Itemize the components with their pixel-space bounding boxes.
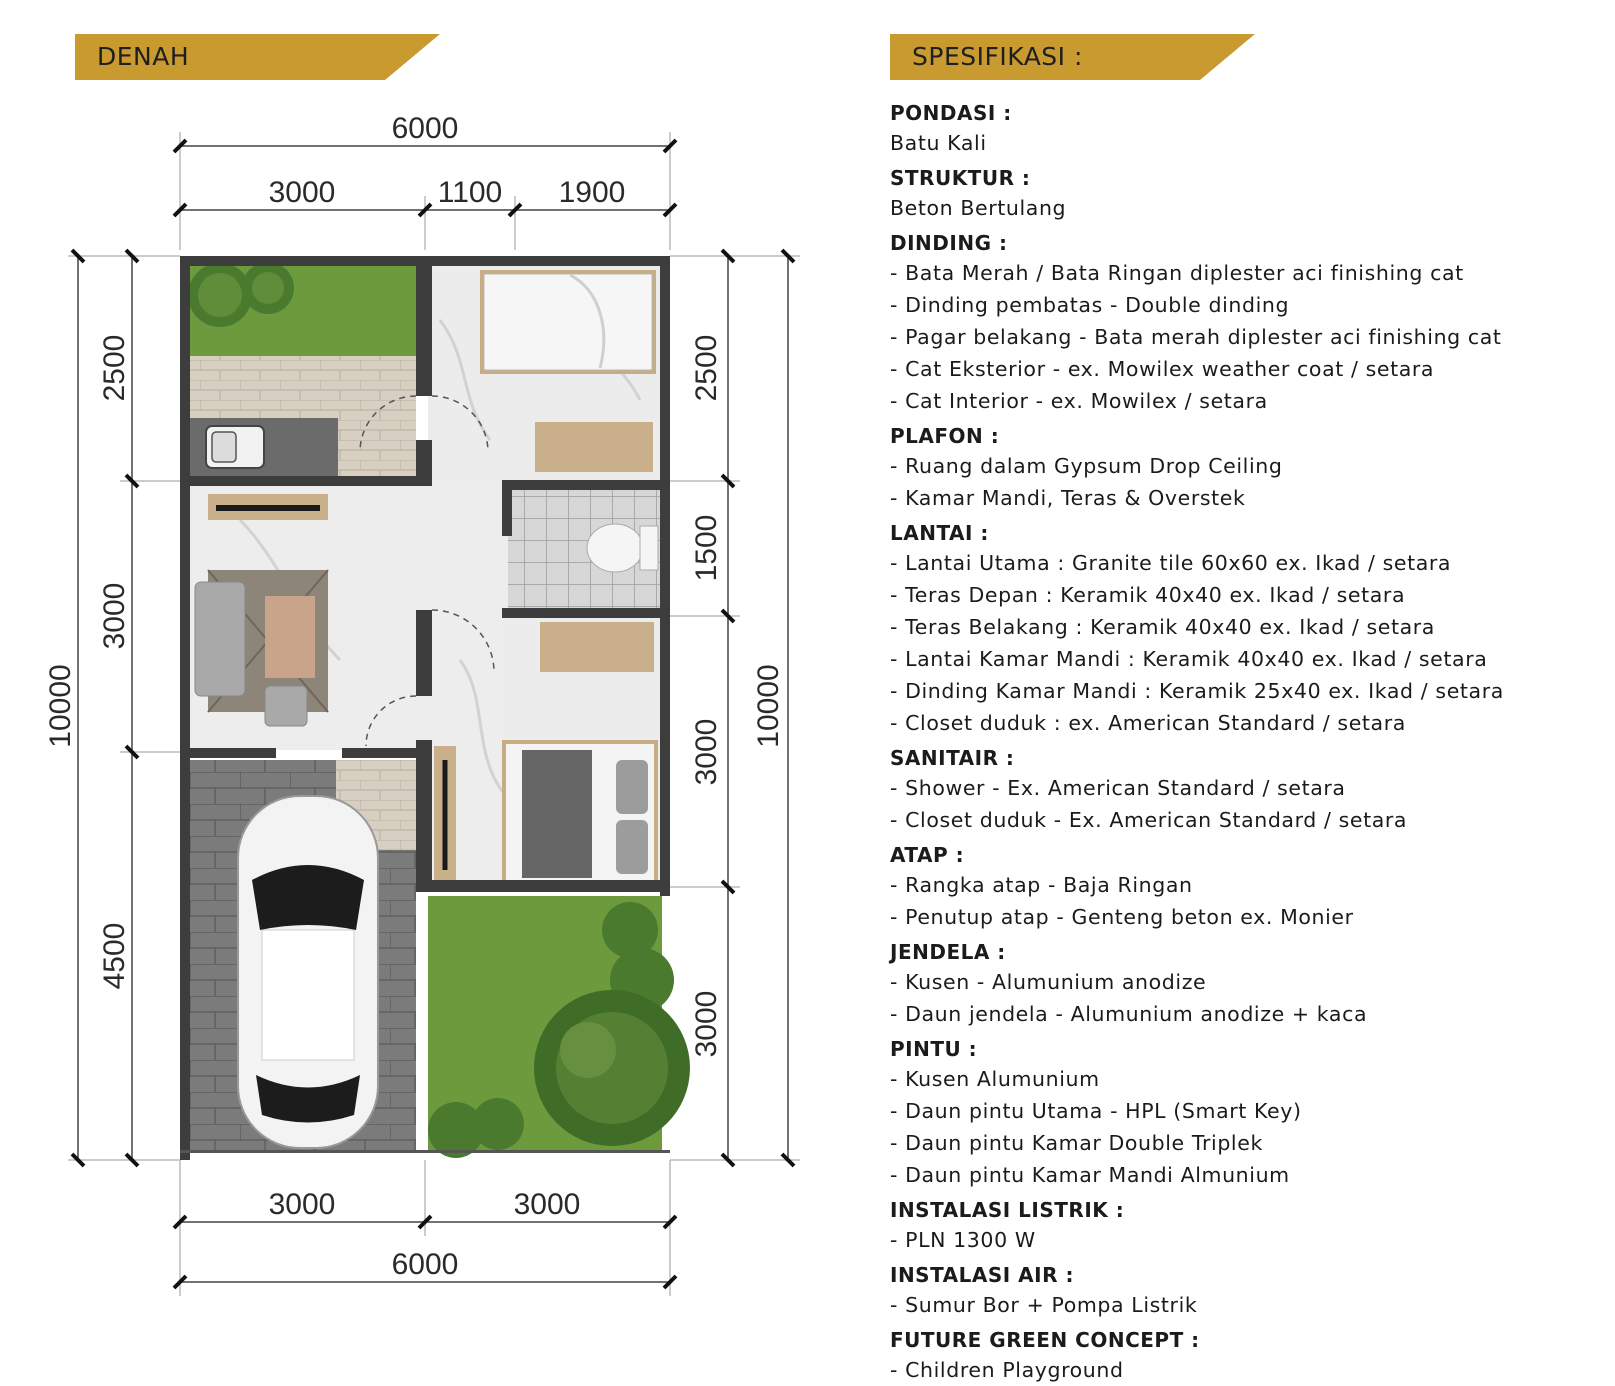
spesifikasi-banner xyxy=(890,34,1255,80)
dim-left-seg3: 4500 xyxy=(98,922,131,990)
dim-bottom-total: 6000 xyxy=(391,1248,459,1281)
spec-section-title: SANITAIR : xyxy=(890,746,1015,770)
spec-item: - Teras Depan : Keramik 40x40 ex. Ikad / setara xyxy=(890,583,1406,607)
spec-item: - Sumur Bor + Pompa Listrik xyxy=(890,1293,1198,1317)
dim-left-seg2: 3000 xyxy=(98,582,131,650)
dim-right-seg1: 2500 xyxy=(690,334,723,402)
dim-right-seg2: 1500 xyxy=(690,514,723,582)
armchair-icon xyxy=(265,686,307,726)
bedroom-1-wardrobe xyxy=(535,422,653,472)
spec-item: - Penutup atap - Genteng beton ex. Monier xyxy=(890,905,1354,929)
spec-item: - Daun pintu Utama - HPL (Smart Key) xyxy=(890,1099,1302,1123)
spec-item: - Dinding Kamar Mandi : Keramik 25x40 ex. Ikad / setara xyxy=(890,679,1504,703)
bed-2-icon xyxy=(522,750,592,878)
spec-section-title: INSTALASI LISTRIK : xyxy=(890,1198,1125,1222)
car-icon xyxy=(238,796,378,1148)
dim-bottom-seg2: 3000 xyxy=(513,1188,581,1221)
bed-1-icon xyxy=(484,274,652,370)
spec-item: Batu Kali xyxy=(890,131,987,155)
floor-plan xyxy=(40,100,840,1360)
spec-item: - Bata Merah / Bata Ringan diplester aci finishing cat xyxy=(890,261,1464,285)
dim-top-seg3: 1900 xyxy=(558,176,626,209)
spec-item: - Closet duduk : ex. American Standard / setara xyxy=(890,711,1406,735)
spec-section-title: PINTU : xyxy=(890,1037,978,1061)
dim-top-total: 6000 xyxy=(391,112,459,145)
spec-section-title: INSTALASI AIR : xyxy=(890,1263,1074,1287)
spec-item: - Daun pintu Kamar Double Triplek xyxy=(890,1131,1263,1155)
spec-item: - Rangka atap - Baja Ringan xyxy=(890,873,1193,897)
spec-item: - Closet duduk - Ex. American Standard / setara xyxy=(890,808,1408,832)
dim-top-seg1: 3000 xyxy=(268,176,336,209)
sofa-icon xyxy=(195,582,245,696)
denah-title: DENAH xyxy=(97,42,190,71)
dim-right-seg3: 3000 xyxy=(690,718,723,786)
spesifikasi-title: SPESIFIKASI : xyxy=(912,42,1083,71)
spec-section-title: PONDASI : xyxy=(890,101,1012,125)
dim-top-seg2: 1100 xyxy=(437,176,503,209)
spec-section-title: LANTAI : xyxy=(890,521,989,545)
spec-item: Beton Bertulang xyxy=(890,196,1067,220)
spec-item: - Children Playground xyxy=(890,1358,1124,1382)
spec-item: - Lantai Utama : Granite tile 60x60 ex. Ikad / setara xyxy=(890,551,1452,575)
spec-item: - Daun pintu Kamar Mandi Almunium xyxy=(890,1163,1290,1187)
spec-item: - Kusen Alumunium xyxy=(890,1067,1100,1091)
spec-item: - Kusen - Alumunium anodize xyxy=(890,970,1207,994)
spec-item: - Shower - Ex. American Standard / setara xyxy=(890,776,1346,800)
spec-item: - Teras Belakang : Keramik 40x40 ex. Ikad / setara xyxy=(890,615,1435,639)
spec-section-title: DINDING : xyxy=(890,231,1008,255)
spec-item: - Pagar belakang - Bata merah diplester aci finishing cat xyxy=(890,325,1502,349)
bedroom-2-wardrobe xyxy=(540,622,654,672)
spec-section-title: STRUKTUR : xyxy=(890,166,1031,190)
toilet-icon xyxy=(587,524,643,572)
spec-item: - Cat Eksterior - ex. Mowilex weather coat / setara xyxy=(890,357,1435,381)
spec-section-title: PLAFON : xyxy=(890,424,1000,448)
spec-item: - Cat Interior - ex. Mowilex / setara xyxy=(890,389,1268,413)
coffee-table-icon xyxy=(265,596,315,678)
spec-section-title: FUTURE GREEN CONCEPT : xyxy=(890,1328,1200,1352)
spec-item: - PLN 1300 W xyxy=(890,1228,1036,1252)
spec-section-title: JENDELA : xyxy=(890,940,1006,964)
spec-section-title: ATAP : xyxy=(890,843,965,867)
dim-bottom-seg1: 3000 xyxy=(268,1188,336,1221)
spec-item: - Lantai Kamar Mandi : Keramik 40x40 ex. Ikad / setara xyxy=(890,647,1488,671)
dim-right-total: 10000 xyxy=(752,664,785,748)
dim-left-total: 10000 xyxy=(44,664,77,748)
denah-banner xyxy=(75,34,440,80)
specifications xyxy=(890,94,1590,1386)
spec-item: - Dinding pembatas - Double dinding xyxy=(890,293,1290,317)
dim-left-seg1: 2500 xyxy=(98,334,131,402)
spec-item: - Daun jendela - Alumunium anodize + kaca xyxy=(890,1002,1368,1026)
dim-right-seg4: 3000 xyxy=(690,990,723,1058)
spec-item: - Ruang dalam Gypsum Drop Ceiling xyxy=(890,454,1283,478)
spec-item: - Kamar Mandi, Teras & Overstek xyxy=(890,486,1246,510)
